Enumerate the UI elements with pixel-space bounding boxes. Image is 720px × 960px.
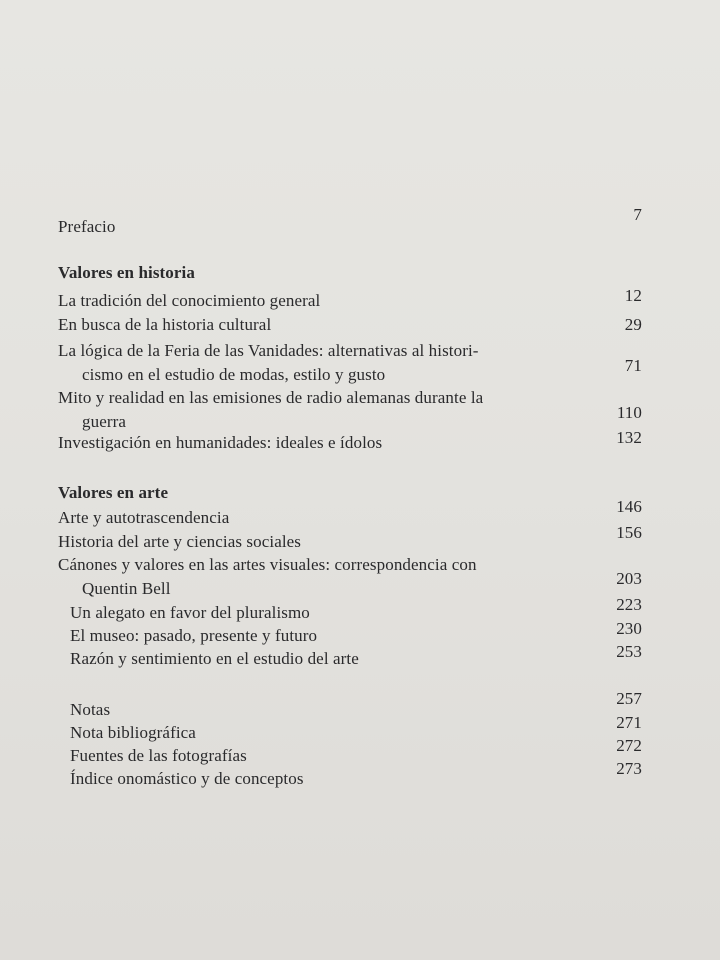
toc-page-number: 71 bbox=[624, 356, 642, 375]
toc-page-number: 223 bbox=[616, 595, 642, 614]
toc-page-number: 12 bbox=[624, 286, 642, 305]
toc-entry-title: El museo: pasado, presente y futuro bbox=[70, 626, 318, 645]
toc-entry-title: Razón y sentimiento en el estudio del arte bbox=[70, 649, 359, 668]
toc-page-number: 230 bbox=[616, 619, 642, 638]
toc-entry-title: Fuentes de las fotografías bbox=[70, 746, 247, 765]
toc-page-number: 110 bbox=[616, 403, 642, 422]
toc-page-number: 272 bbox=[616, 736, 642, 755]
toc-entry-title: Investigación en humanidades: ideales e ídolos bbox=[58, 433, 383, 452]
toc-page-number: 29 bbox=[624, 315, 642, 334]
toc-entry-title: Historia del arte y ciencias sociales bbox=[58, 532, 302, 551]
toc-page-number: 257 bbox=[616, 689, 642, 708]
toc-page-number: 156 bbox=[616, 523, 642, 542]
toc-entry-title-continued: guerra bbox=[82, 412, 127, 431]
toc-entry-title-continued: Quentin Bell bbox=[82, 579, 171, 598]
section-heading: Valores en historia bbox=[58, 263, 195, 282]
toc-page-number: 7 bbox=[633, 205, 642, 224]
toc-entry-title: Nota bibliográfica bbox=[70, 723, 196, 742]
toc-entry-title: Un alegato en favor del pluralismo bbox=[70, 603, 310, 622]
toc-page-number: 271 bbox=[616, 713, 642, 732]
toc-entry-title: Cánones y valores en las artes visuales: correspondencia con bbox=[58, 555, 477, 574]
toc-page-number: 273 bbox=[616, 759, 642, 778]
toc-entry-title: Prefacio bbox=[58, 217, 116, 236]
toc-entry-title: La lógica de la Feria de las Vanidades: alternativas al histori- bbox=[58, 341, 479, 360]
toc-page-number: 203 bbox=[616, 569, 642, 588]
toc-entry-title: En busca de la historia cultural bbox=[58, 315, 272, 334]
section-heading: Valores en arte bbox=[58, 483, 169, 502]
toc-page-number: 253 bbox=[616, 642, 642, 661]
toc-entry-title: Índice onomástico y de conceptos bbox=[70, 769, 304, 788]
toc-entry-title-continued: cismo en el estudio de modas, estilo y gusto bbox=[82, 365, 386, 384]
toc-page-number: 146 bbox=[616, 497, 642, 516]
toc-entry-title: Mito y realidad en las emisiones de radio alemanas durante la bbox=[58, 388, 484, 407]
toc-entry-title: La tradición del conocimiento general bbox=[58, 291, 321, 310]
toc-entry-title: Notas bbox=[70, 700, 111, 719]
toc-page-number: 132 bbox=[616, 428, 642, 447]
toc-entry-title: Arte y autotrascendencia bbox=[58, 508, 230, 527]
